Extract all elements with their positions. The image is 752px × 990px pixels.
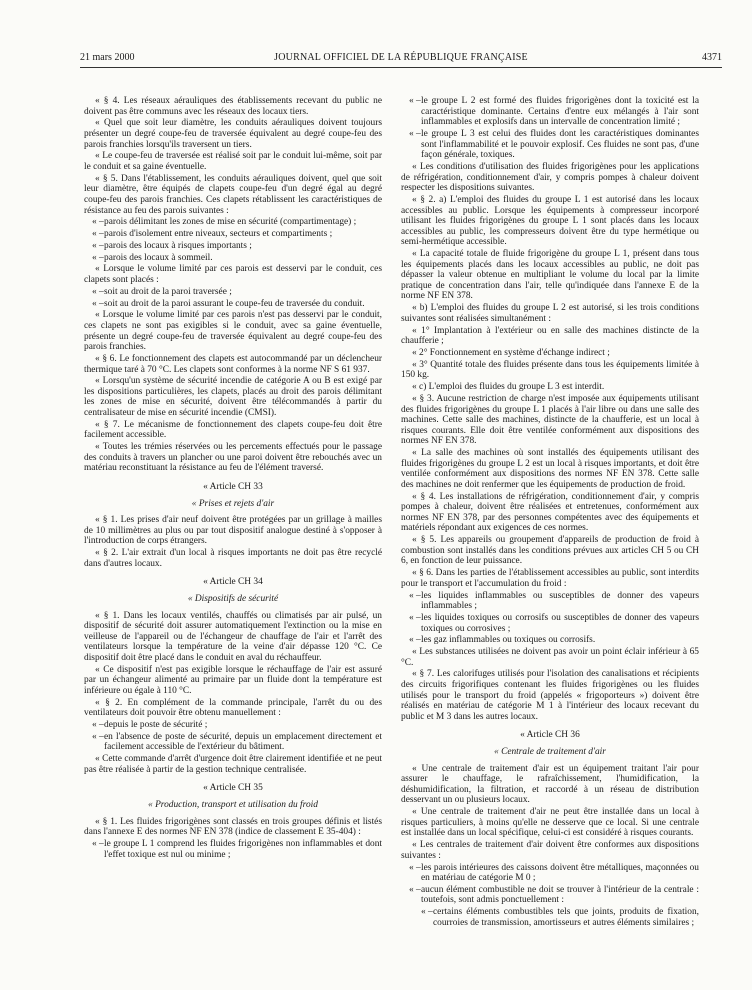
- paragraph: « Une centrale de traitement d'air ne peut être installée dans un local à risques particuliers, à moins qu'elle ne desserve que ce local. Si une centrale est installée dans un local spécifique, celui-ci est considéré à risques courants.: [401, 807, 699, 839]
- list-item: « – certains éléments combustibles tels que joints, produits de fixation, courroies de transmission, amortisseurs et autres éléments similaires ;: [401, 907, 699, 928]
- header-rule: [80, 67, 722, 68]
- article-heading: « Article CH 33: [203, 482, 263, 492]
- paragraph: « § 4. Les réseaux aérauliques des établissements recevant du public ne doivent pas être communs avec les réseaux des locaux tiers.: [84, 96, 382, 117]
- article-subtitle: « Centrale de traitement d'air: [494, 747, 606, 757]
- paragraph: « Le coupe-feu de traversée est réalisé soit par le conduit lui-même, soit par le conduit et sa gaine éventuelle.: [84, 151, 382, 172]
- article-heading: « Article CH 36: [520, 730, 580, 741]
- paragraph: « Quel que soit leur diamètre, les conduits aérauliques doivent toujours présenter un degré coupe-feu de traversée équivalent au degré coupe-feu des parois franchies lorsqu'ils traversent un tiers.: [84, 118, 382, 150]
- list-item: « – le groupe L 3 est celui des fluides dont les caractéristiques dominantes sont l'inflammabilité et le pouvoir explosif. Ces fluides ne sont pas, d'une façon générale, toxiques.: [401, 129, 699, 161]
- list-item: « – les gaz inflammables ou toxiques ou corrosifs.: [401, 635, 699, 646]
- left-column: [84, 96, 382, 861]
- paragraph: « § 1. Les prises d'air neuf doivent être protégées par un grillage à mailles de 10 millimètres au plus ou par tout dispositif analogue destiné à s'opposer à l'introduction de corps étrangers.: [84, 515, 382, 547]
- paragraph: « 3° Quantité totale des fluides présente dans tous les équipements limitée à 150 kg.: [401, 359, 699, 381]
- list-item: « – les liquides toxiques ou corrosifs ou susceptibles de donner des vapeurs toxiques ou corrosives ;: [401, 613, 699, 634]
- article-subtitle: « Prises et rejets d'air: [191, 498, 275, 509]
- list-item: « – le groupe L 2 est formé des fluides frigorigènes dont la toxicité est la caractéristique dominante. Certains d'entre eux mélangés à l'air sont inflammables et explosifs dans un intervalle de concentration limité ;: [401, 96, 699, 128]
- right-column: [401, 96, 699, 930]
- list-item: « – soit au droit de la paroi traversée ;: [84, 287, 382, 298]
- paragraph: « c) L'emploi des fluides du groupe L 3 est interdit.: [412, 382, 605, 393]
- journal-title: JOURNAL OFFICIEL DE LA RÉPUBLIQUE FRANÇAISE: [274, 52, 528, 63]
- paragraph: « Lorsque le volume limité par ces parois n'est pas desservi par le conduit, ces clapets ne sont pas exigibles si le conduit, avec sa gaine éventuelle, présente un degré coupe-feu de traversée équivalent au degré coupe-feu des parois franchies.: [84, 310, 382, 353]
- list-item: « – les parois intérieures des caissons doivent être métalliques, maçonnées ou en matériau de catégorie M 0 ;: [401, 863, 699, 884]
- list-item: « – parois des locaux à risques importants ;: [84, 241, 382, 252]
- paragraph: « La capacité totale de fluide frigorigène du groupe L 1, présent dans tous les équipements placés dans les locaux accessibles au public, ne doit pas dépasser la valeur obtenue en multipliant le volume du local par la limite pratique de concentration dans l'air, telle qu'indiquée dans l'annexe E de la norme NF EN 378.: [401, 249, 699, 302]
- paragraph: « § 4. Les installations de réfrigération, conditionnement d'air, y compris pompes à chaleur, doivent être réalisées et entretenues, conformément aux normes NF EN 378, par des personnes compétentes avec des équipements et matériels répondant aux exigences de ces normes.: [401, 491, 699, 534]
- paragraph: « § 7. Le mécanisme de fonctionnement des clapets coupe-feu doit être facilement accessible.: [84, 419, 382, 441]
- paragraph: « § 1. Dans les locaux ventilés, chauffés ou climatisés par air pulsé, un dispositif de sécurité doit assurer automatiquement l'extinction ou la mise en veilleuse de l'appareil ou de l'échangeur de chauffage de l'air et l'arrêt des ventilateurs lorsque la température de la veine d'air dépasse 120 °C. Ce dispositif doit être placé dans le conduit en aval du réchauffeur.: [84, 610, 382, 663]
- list-item: « – les liquides inflammables ou susceptibles de donner des vapeurs inflammables ;: [401, 591, 699, 612]
- article-subtitle: « Dispositifs de sécurité: [187, 593, 279, 604]
- paragraph: « Les conditions d'utilisation des fluides frigorigènes pour les applications de réfrigération, conditionnement d'air, y compris pompes à chaleur doivent respecter les dispositions suivantes.: [401, 161, 699, 194]
- header-date: 21 mars 2000: [80, 52, 135, 63]
- paragraph: « § 2. a) L'emploi des fluides du groupe L 1 est autorisé dans les locaux accessibles au public. Lorsque les équipements à compresseur incorporé utilisant les fluides frigorigènes du groupe L 1 sont placés dans les locaux accessibles au public, les compresseurs doivent être du type hermétique ou semi-hermétique accessible.: [401, 194, 699, 248]
- article-heading: « Article CH 34: [203, 577, 263, 588]
- paragraph: « § 5. Dans l'établissement, les conduits aérauliques doivent, quel que soit leur diamètre, être équipés de clapets coupe-feu d'un degré égal au degré coupe-feu des parois franchies. Ces clapets rétablissent les caractéristiques de résistance au feu des parois suivantes :: [84, 173, 382, 216]
- paragraph: « § 6. Dans les parties de l'établissement accessibles au public, sont interdits pour le transport et l'accumulation du froid :: [401, 568, 699, 589]
- paragraph: « Toutes les trémies réservées ou les percements effectués pour le passage des conduits à travers un plancher ou une paroi doivent être rebouchés avec un matériau reconstituant la résistance au feu de l'élément traversé.: [84, 442, 382, 474]
- paragraph: « § 3. Aucune restriction de charge n'est imposée aux équipements utilisant des fluides frigorigènes du groupe L 1 placés à l'air libre ou dans une salle des machines. Cette salle des machines, distincte de la chaufferie, est un local à risques courants. Elle doit être ventilée conformément aux dispositions des normes NF EN 378.: [401, 393, 699, 447]
- page-number: 4371: [702, 52, 722, 63]
- paragraph: « Les centrales de traitement d'air doivent être conformes aux dispositions suivantes :: [401, 840, 699, 861]
- list-item: « – parois d'isolement entre niveaux, secteurs et compartiments ;: [84, 229, 382, 240]
- paragraph: « La salle des machines où sont installés des équipements utilisant des fluides frigorigènes du groupe L 2 est un local à risques importants, et doit être ventilée conformément aux dispositions des normes NF EN 378. Cette salle des machines ne doit renfermer que les équipements de production de froid.: [401, 448, 699, 490]
- paragraph: « § 6. Le fonctionnement des clapets est autocommandé par un déclencheur thermique taré à 70 °C. Les clapets sont conformes à la norme NF S 61 937.: [84, 353, 382, 375]
- paragraph: « § 7. Les calorifuges utilisés pour l'isolation des canalisations et récipients des circuits frigorifiques contenant les fluides frigorigènes ou les fluides utilisés pour le transport du froid (appelés « frigoporteurs ») doivent être réalisés en matériau de catégorie M 1 à l'intérieur des locaux recevant du public et M 3 dans les autres locaux.: [401, 669, 699, 722]
- paragraph: « Une centrale de traitement d'air est un équipement traitant l'air pour assurer le chauffage, le rafraîchissement, l'humidification, la déshumidification, la filtration, et raccordé à un réseau de distribution desservant un ou plusieurs locaux.: [401, 763, 699, 806]
- list-item: « – soit au droit de la paroi assurant le coupe-feu de traversée du conduit.: [84, 299, 382, 310]
- paragraph: « Ce dispositif n'est pas exigible lorsque le réchauffage de l'air est assuré par un échangeur alimenté au primaire par un fluide dont la température est inférieure ou égale à 110 °C.: [84, 664, 382, 696]
- paragraph: « § 5. Les appareils ou groupement d'appareils de production de froid à combustion sont installés dans les conditions prévues aux articles CH 5 ou CH 6, en fonction de leur puissance.: [401, 535, 699, 567]
- paragraph: « § 1. Les fluides frigorigènes sont classés en trois groupes définis et listés dans l'annexe E des normes NF EN 378 (indice de classement E 35-404) :: [84, 816, 382, 838]
- paragraph: « 2° Fonctionnement en système d'échange indirect ;: [412, 347, 610, 358]
- paragraph: « § 2. En complément de la commande principale, l'arrêt du ou des ventilateurs doit pouvoir être obtenu manuellement :: [84, 697, 382, 719]
- list-item: « – le groupe L 1 comprend les fluides frigorigènes non inflammables et dont l'effet toxique est nul ou minime ;: [84, 839, 382, 860]
- paragraph: « § 2. L'air extrait d'un local à risques importants ne doit pas être recyclé dans d'autres locaux.: [84, 548, 382, 569]
- paragraph: « Lorsqu'un système de sécurité incendie de catégorie A ou B est exigé par les dispositions particulières, les clapets, placés au droit des parois délimitant les zones de mise en sécurité, doivent être télécommandés à partir du centralisateur de mise en sécurité incendie (CMSI).: [84, 376, 382, 419]
- article-heading: « Article CH 35: [203, 783, 263, 794]
- paragraph: « 1° Implantation à l'extérieur ou en salle des machines distincte de la chaufferie ;: [401, 325, 699, 347]
- paragraph: « Lorsque le volume limité par ces parois est desservi par le conduit, ces clapets sont placés :: [84, 264, 382, 285]
- article-subtitle: « Production, transport et utilisation du froid: [148, 799, 318, 810]
- page-header: [80, 52, 722, 66]
- list-item: « – aucun élément combustible ne doit se trouver à l'intérieur de la centrale : toutefois, sont admis ponctuellement :: [401, 885, 699, 906]
- list-item: « – depuis le poste de sécurité ;: [84, 720, 382, 731]
- paragraph: « Les substances utilisées ne doivent pas avoir un point éclair inférieur à 65 °C.: [401, 647, 699, 668]
- list-item: « – en l'absence de poste de sécurité, depuis un emplacement directement et facilement accessible de l'extérieur du bâtiment.: [84, 732, 382, 753]
- paragraph: « Cette commande d'arrêt d'urgence doit être clairement identifiée et ne peut pas être réalisée à partir de la gestion technique centralisée.: [84, 754, 382, 775]
- list-item: « – parois délimitant les zones de mise en sécurité (compartimentage) ;: [84, 217, 382, 228]
- list-item: « – parois des locaux à sommeil.: [84, 253, 382, 264]
- paragraph: « b) L'emploi des fluides du groupe L 2 est autorisé, si les trois conditions suivantes sont réalisées simultanément :: [401, 303, 699, 324]
